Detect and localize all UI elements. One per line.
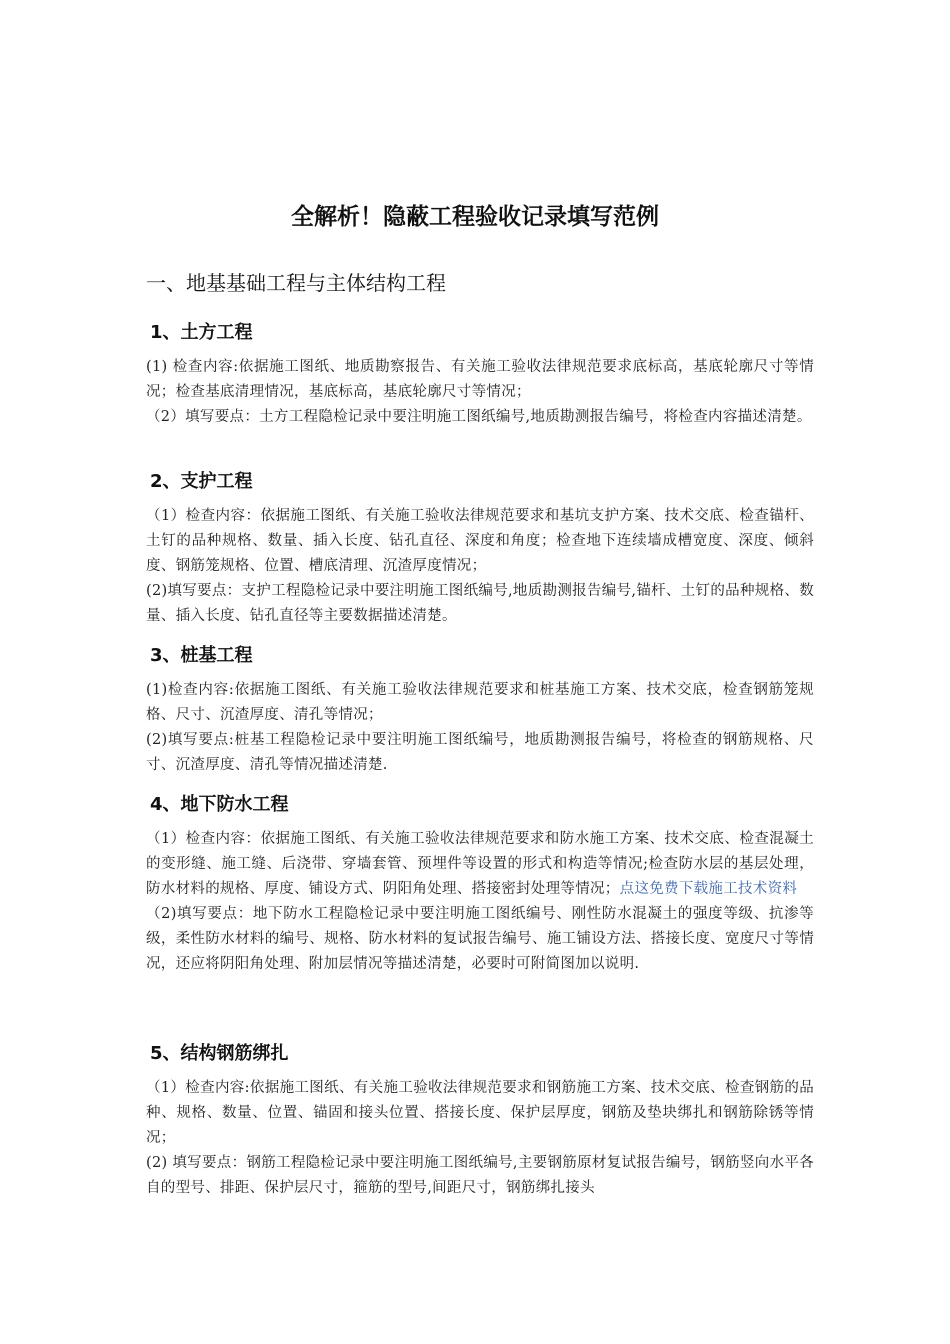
check-content-text: （1）检查内容：依据施工图纸、有关施工验收法律规范要求和防水施工方案、技术交底、检查混凝土的变形缝、施工缝、后浇带、穿墙套管、预埋件等设置的形式和构造等情况;检查防水层的基层处理，防水材料的规格、厚度、铺设方式、阴阳角处理、搭接密封处理等情况； (146, 831, 814, 897)
document-title: 全解析！隐蔽工程验收记录填写范例 (291, 204, 659, 230)
section-body (146, 827, 814, 977)
section-heading: 4、地下防水工程 (150, 794, 289, 815)
section-body (146, 1076, 814, 1201)
check-content-paragraph: (1) 检查内容:依据施工图纸、地质勘察报告、有关施工验收法律规范要求底标高，基底轮廓尺寸等情况；检查基底清理情况，基底标高，基底轮廓尺寸等情况； (146, 359, 814, 400)
section-rebar-binding (146, 1041, 814, 1201)
section-heading: 1、土方工程 (150, 322, 253, 343)
fill-points-paragraph: (2)填写要点：支护工程隐检记录中要注明施工图纸编号,地质勘测报告编号,锚杆、土钉的品种规格、数量、插入长度、钻孔直径等主要数据描述清楚。 (146, 583, 814, 624)
check-content-paragraph: (1)检查内容:依据施工图纸、有关施工验收法律规范要求和桩基施工方案、技术交底，检查钢筋笼规格、尺寸、沉渣厚度、清孔等情况； (146, 682, 814, 723)
check-content-paragraph (146, 827, 814, 902)
section-earthwork (146, 320, 814, 430)
fill-points-paragraph: （2)填写要点：地下防水工程隐检记录中要注明施工图纸编号、刚性防水混凝土的强度等级、抗渗等级，柔性防水材料的编号、规格、防水材料的复试报告编号、施工铺设方法、搭接长度、宽度尺寸等情况，还应将阴阳角处理、附加层情况等描述清楚，必要时可附简图加以说明. (146, 906, 814, 972)
fill-points-paragraph: (2) 填写要点：钢筋工程隐检记录中要注明施工图纸编号,主要钢筋原材复试报告编号，钢筋竖向水平各自的型号、排距、保护层尺寸，箍筋的型号,间距尺寸，钢筋绑扎接头 (146, 1155, 814, 1196)
fill-points-paragraph: （2）填写要点：土方工程隐检记录中要注明施工图纸编号,地质勘测报告编号，将检查内容描述清楚。 (146, 409, 812, 425)
section-body (146, 355, 814, 430)
check-content-paragraph: （1）检查内容：依据施工图纸、有关施工验收法律规范要求和基坑支护方案、技术交底、检查锚杆、土钉的品种规格、数量、插入长度、钻孔直径、深度和角度；检查地下连续墙成槽宽度、深度、倾斜度、钢筋笼规格、位置、槽底清理、沉渣厚度情况； (146, 508, 814, 574)
section-heading: 3、桩基工程 (150, 645, 253, 666)
section-support (146, 469, 814, 629)
check-content-paragraph: （1）检查内容:依据施工图纸、有关施工验收法律规范要求和钢筋施工方案、技术交底、检查钢筋的品种、规格、数量、位置、锚固和接头位置、搭接长度、保护层厚度，钢筋及垫块绑扎和钢筋除锈等情况； (146, 1080, 814, 1146)
section-underground-waterproofing (146, 792, 814, 977)
download-resources-link[interactable]: 点这免费下载施工技术资料 (619, 881, 798, 897)
section-body (146, 678, 814, 778)
chapter-heading: 一、地基基础工程与主体结构工程 (146, 271, 446, 295)
section-body (146, 504, 814, 629)
section-heading: 5、结构钢筋绑扎 (150, 1043, 289, 1064)
section-heading: 2、支护工程 (150, 471, 253, 492)
fill-points-paragraph: (2)填写要点:桩基工程隐检记录中要注明施工图纸编号，地质勘测报告编号，将检查的钢筋规格、尺寸、沉渣厚度、清孔等情况描述清楚. (146, 732, 814, 773)
section-pile-foundation (146, 643, 814, 778)
